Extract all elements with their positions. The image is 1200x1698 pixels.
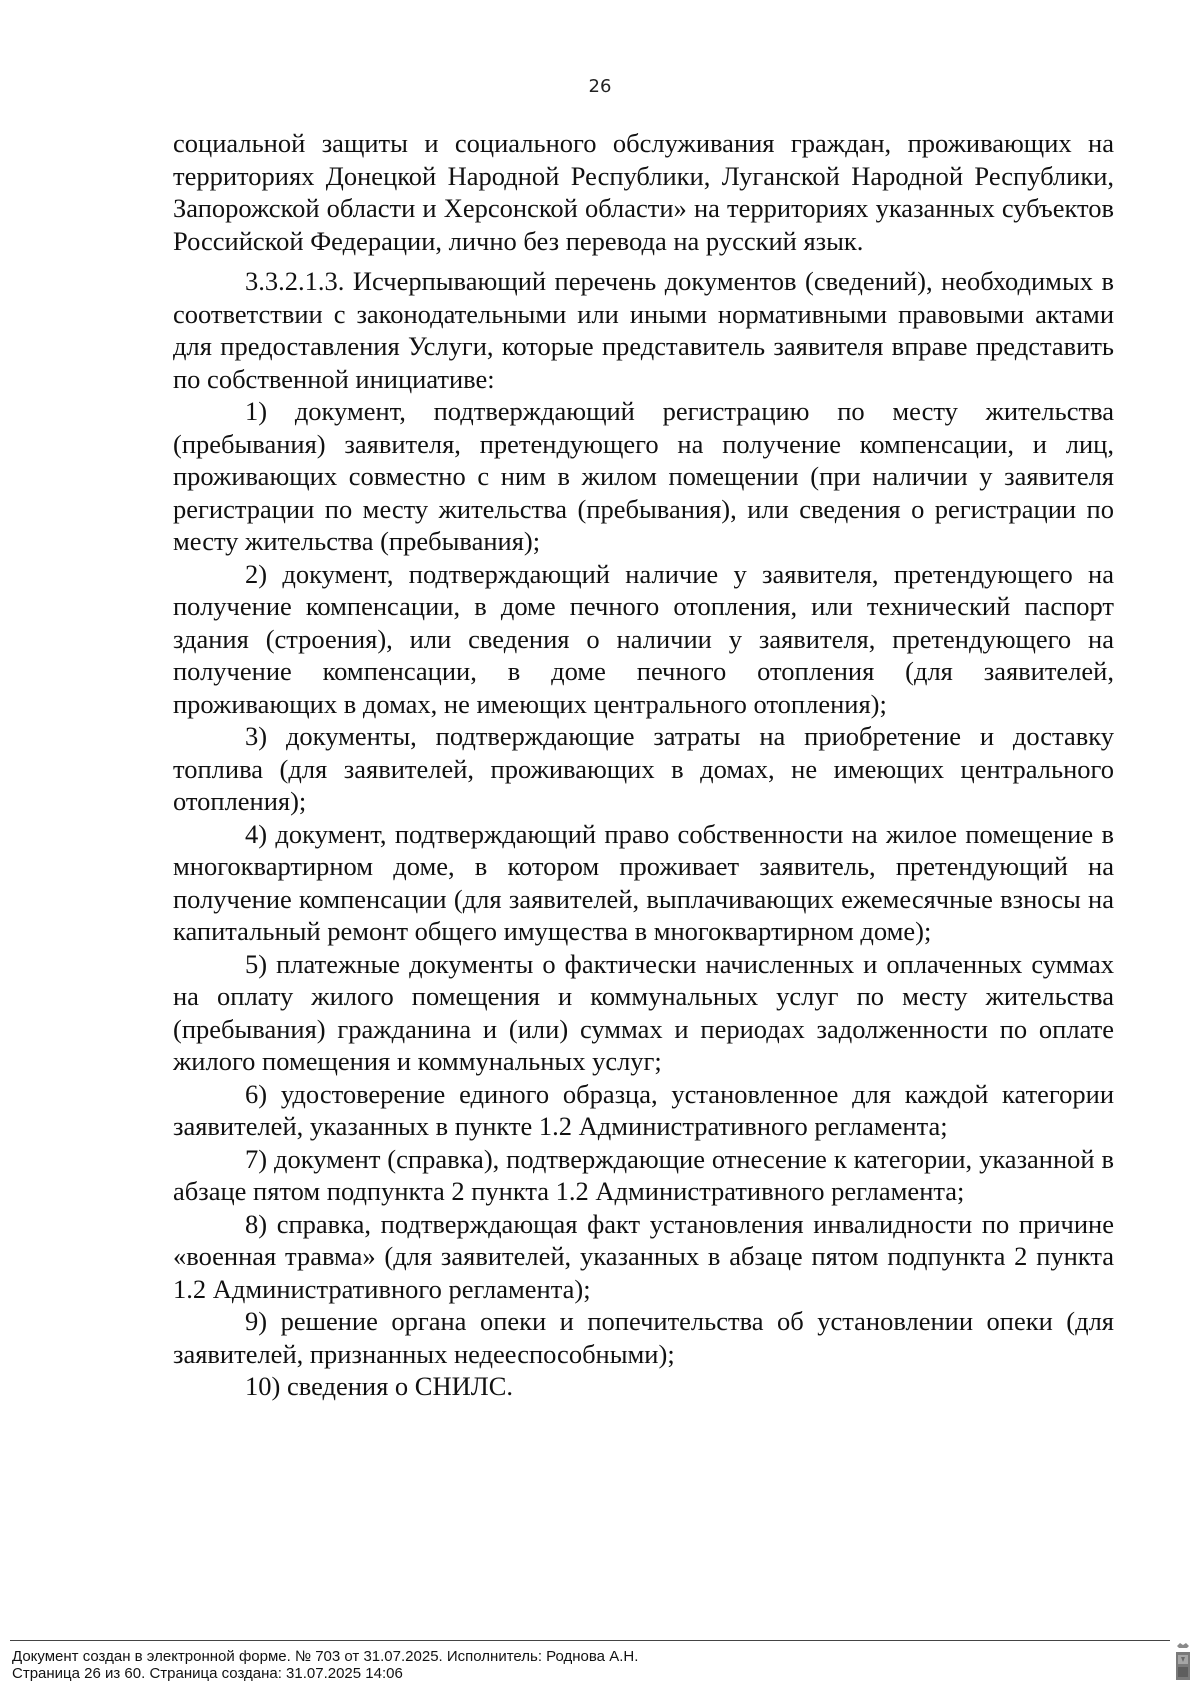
list-item-7: 7) документ (справка), подтверждающие отнесение к категории, указанной в абзаце пятом подпункта 2 пункта 1.2 Административного регламента; <box>173 1143 1114 1206</box>
footer-line-page-info: Страница 26 из 60. Страница создана: 31.07.2025 14:06 <box>12 1665 403 1682</box>
list-item-9: 9) решение органа опеки и попечительства об установлении опеки (для заявителей, признанных недееспособными); <box>173 1306 1114 1369</box>
list-item-2: 2) документ, подтверждающий наличие у заявителя, претендующего на получение компенсации, в доме печного отопления, или технический паспорт здания (строения), или сведения о наличии у заявителя, претендующего на получение компенсации, в доме печного отопления (для заявителей, проживающих в домах, не имеющих центрального отопления); <box>173 558 1114 719</box>
document-body <box>173 127 1114 1403</box>
footer-line-document-info: Документ создан в электронной форме. № 703 от 31.07.2025. Исполнитель: Роднова А.Н. <box>12 1648 639 1665</box>
page-number: 26 <box>588 76 612 97</box>
list-item-6: 6) удостоверение единого образца, установленное для каждой категории заявителей, указанных в пункте 1.2 Административного регламента; <box>173 1078 1114 1141</box>
footer-divider <box>10 1640 1170 1641</box>
list-item-8: 8) справка, подтверждающая факт установления инвалидности по причине «военная травма» (для заявителей, указанных в абзаце пятом подпункта 2 пункта 1.2 Административного регламента); <box>173 1208 1114 1304</box>
list-item-5: 5) платежные документы о фактически начисленных и оплаченных суммах на оплату жилого помещения и коммунальных услуг по месту жительства (пребывания) гражданина и (или) суммах и периодах задолженности по оплате жилого помещения и коммунальных услуг; <box>173 948 1114 1076</box>
list-item-1: 1) документ, подтверждающий регистрацию по месту жительства (пребывания) заявителя, претендующего на получение компенсации, и лиц, проживающих совместно с ним в жилом помещении (при наличии у заявителя регистрации по месту жительства (пребывания), или сведения о регистрации по месту жительства (пребывания); <box>173 396 1114 556</box>
list-item-10: 10) сведения о СНИЛС. <box>245 1371 514 1401</box>
coat-of-arms-icon <box>1172 1640 1194 1684</box>
paragraph-continuation: социальной защиты и социального обслуживания граждан, проживающих на территориях Донецкой Народной Республики, Луганской Народной Республики, Запорожской области и Херсонской области» на территориях указанных субъектов Российской Федерации, лично без перевода на русский язык. <box>173 128 1114 256</box>
document-footer <box>12 1648 638 1682</box>
list-item-4: 4) документ, подтверждающий право собственности на жилое помещение в многоквартирном доме, в котором проживает заявитель, претендующий на получение компенсации (для заявителей, выплачивающих ежемесячные взносы на капитальный ремонт общего имущества в многоквартирном доме); <box>173 818 1114 946</box>
paragraph-section-3-3-2-1-3: 3.3.2.1.3. Исчерпывающий перечень документов (сведений), необходимых в соответствии с законодательными или иными нормативными правовыми актами для предоставления Услуги, которые представитель заявителя вправе представить по собственной инициативе: <box>173 266 1114 394</box>
list-item-3: 3) документы, подтверждающие затраты на приобретение и доставку топлива (для заявителей, проживающих в домах, не имеющих центрального отопления); <box>173 721 1114 816</box>
